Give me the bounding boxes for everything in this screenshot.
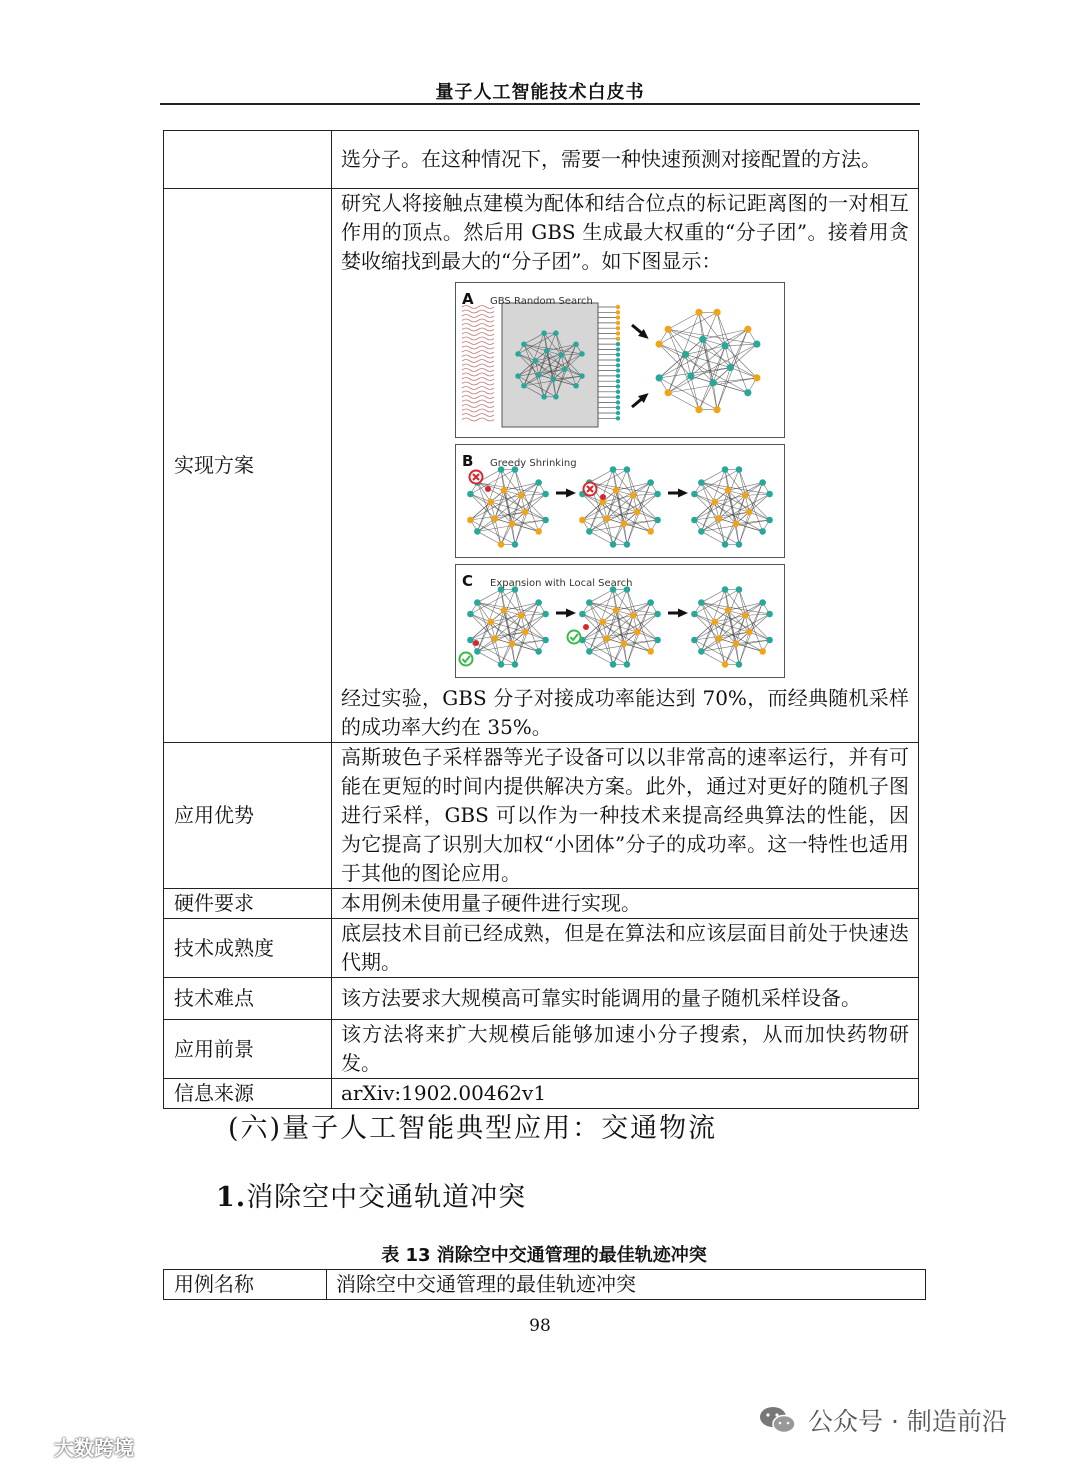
implementation-intro: 研究人将接触点建模为配体和结合位点的标记距离图的一对相互作用的顶点。然后用 GBS 生成最大权重的“分子团”。接着用贪婪收缩找到最大的“分子团”。如下图显示： [341,191,909,273]
table-row [164,919,919,978]
row-content: 底层技术目前已经成熟，但是在算法和应该层面目前处于快速迭代期。 [332,919,919,978]
row-label: 硬件要求 [164,889,332,919]
wechat-icon [758,1404,798,1436]
row-label: 应用前景 [164,1020,332,1079]
row-content: 高斯玻色子采样器等光子设备可以以非常高的速率运行，并有可能在更短的时间内提供解决方案。此外，通过对更好的随机子图进行采样，GBS 可以作为一种技术来提高经典算法的性能，因为它提高了识别大加权“小团体”分子的成功率。这一特性也适用于其他的图论应用。 [332,743,919,889]
figure-panel-c [455,564,785,678]
site-logo-icon [10,1436,50,1458]
table-row [164,1020,919,1079]
row-content: 该方法将来扩大规模后能够加速小分子搜索，从而加快药物研发。 [332,1020,919,1079]
panel-letter: B [462,452,474,470]
panel-letter: A [462,290,474,308]
row-content: arXiv:1902.00462v1 [332,1079,919,1109]
use-case-table-13 [163,1269,926,1300]
implementation-result: 经过实验，GBS 分子对接成功率能达到 70%，而经典随机采样的成功率大约在 35%。 [341,686,909,739]
row-label: 技术成熟度 [164,919,332,978]
wechat-watermark [758,1402,1007,1438]
table-row [164,189,919,743]
subsection-title: 消除空中交通轨道冲突 [246,1182,527,1213]
page-number: 98 [529,1316,551,1336]
panel-title: Expansion with Local Search [490,578,633,589]
figure-panel-a [455,282,785,438]
header-rule [160,103,920,105]
table-row [164,1270,926,1300]
table-row [164,978,919,1020]
table-row [164,131,919,189]
figure-panel-b [455,444,785,558]
wechat-account-name: 公众号 · 制造前沿 [808,1407,1007,1436]
use-case-table [163,130,919,1109]
row-content: 本用例未使用量子硬件进行实现。 [332,889,919,919]
subsection-number: 1. [216,1182,247,1213]
site-watermark [10,1432,134,1461]
table-row [164,743,919,889]
table-caption: 表 13 消除空中交通管理的最佳轨迹冲突 [381,1245,707,1266]
gbs-figure [455,282,785,678]
row-label: 应用优势 [164,743,332,889]
panel-letter: C [462,572,474,590]
row-content: 消除空中交通管理的最佳轨迹冲突 [327,1270,926,1300]
running-header: 量子人工智能技术白皮书 [435,82,645,103]
section-heading: (六)量子人工智能典型应用：交通物流 [228,1113,718,1144]
site-watermark-text: 大数跨境 [54,1436,134,1460]
panel-title: Greedy Shrinking [490,458,577,469]
subsection-heading [216,1175,526,1214]
panel-title: GBS Random Search [490,296,593,307]
row-label: 实现方案 [164,189,332,743]
table-row [164,1079,919,1109]
row-label: 用例名称 [164,1270,327,1300]
row-label [164,131,332,189]
table-row [164,889,919,919]
row-content: 该方法要求大规模高可靠实时能调用的量子随机采样设备。 [332,978,919,1020]
row-label: 信息来源 [164,1079,332,1109]
row-label: 技术难点 [164,978,332,1020]
row-content: 选分子。在这种情况下，需要一种快速预测对接配置的方法。 [332,131,919,189]
